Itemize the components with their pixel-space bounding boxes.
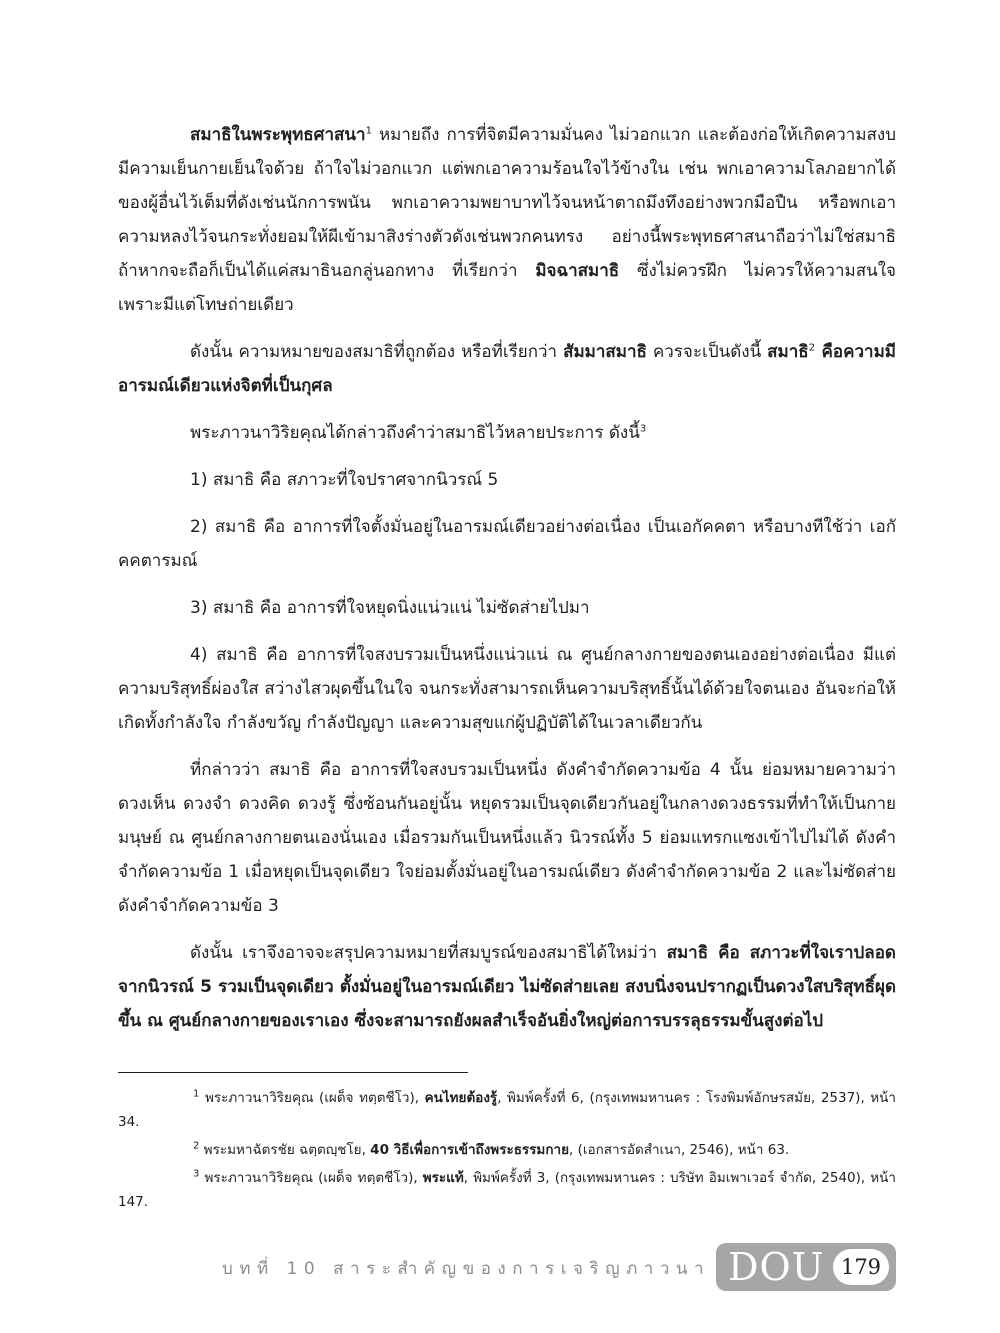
list-item-4: 4) สมาธิ คือ อาการที่ใจสงบรวมเป็นหนึ่งแน่วแน่ ณ ศูนย์กลางกายของตนเองอย่างต่อเนื่อง มีแต่ความบริสุทธิ์ผ่องใส สว่างไสวผุดขึ้นในใจ จนกระทั่งสามารถเห็นความบริสุทธิ์นั้นได้ด้วยใจตนเอง อันจะก่อให้เกิดทั้งกำลังใจ กำลังขวัญ กำลังปัญญา และความสุขแก่ผู้ปฏิบัติได้ในเวลาเดียวกัน <box>118 645 896 733</box>
footnote-text: , พิมพ์ครั้งที่ 3, (กรุงเทพมหานคร : บริษัท อิมเพาเวอร์ จำกัด, 2540), หน้า 147. <box>118 1170 896 1210</box>
footnotes <box>118 1086 896 1218</box>
page-footer <box>0 1243 1000 1291</box>
footnote-3 <box>118 1166 896 1214</box>
footnote-ref[interactable]: 2 <box>808 342 816 354</box>
paragraph-intro-list <box>118 416 896 450</box>
paragraph-text: ซึ่งไม่ควรฝึก ไม่ควรให้ความสนใจ เพราะมีแต่โทษถ่ายเดียว <box>118 261 896 315</box>
footnote-book-title: คนไทยต้องรู้ <box>424 1090 498 1106</box>
paragraph-explanation: ที่กล่าวว่า สมาธิ คือ อาการที่ใจสงบรวมเป็นหนึ่ง ดังคำจำกัดความข้อ 4 นั้น ย่อมหมายความว่า ดวงเห็น ดวงจำ ดวงคิด ดวงรู้ ซึ่งซ้อนกันอยู่นั้น หยุดรวมเป็นจุดเดียวกันอยู่ในกลางดวงธรรมที่ทำให้เป็นกายมนุษย์ ณ ศูนย์กลางกายตนเองนั่นเอง เมื่อรวมกันเป็นหนึ่งแล้ว นิวรณ์ทั้ง 5 ย่อมแทรกแซงเข้าไปไม่ได้ ดังคำจำกัดความข้อ 1 เมื่อหยุดเป็นจุดเดียว ใจย่อมตั้งมั่นอยู่ในอารมณ์เดียว ดังคำจำกัดความข้อ 2 และไม่ซัดส่าย ดังคำจำกัดความข้อ 3 <box>118 760 896 916</box>
footnote-number: 3 <box>193 1168 200 1180</box>
paragraph-summary <box>118 936 896 1038</box>
footnote-number: 2 <box>193 1140 200 1152</box>
bold-term: สมาธิในพระพุทธศาสนา <box>190 125 366 145</box>
bold-summary: สมาธิ คือ สภาวะที่ใจเราปลอดจากนิวรณ์ 5 รวมเป็นจุดเดียว ตั้งมั่นอยู่ในอารมณ์เดียว ไม่ซัดส่ายเลย สงบนิ่งจนปรากฏเป็นดวงใสบริสุทธิ์ผุดขึ้น ณ ศูนย์กลางกายของเราเอง ซึ่งจะสามารถยังผลสำเร็จอันยิ่งใหญ่ต่อการบรรลุธรรมขั้นสูงต่อไป <box>118 943 896 1031</box>
footnote-text: พระภาวนาวิริยคุณ (เผด็จ ทตฺตชีโว), <box>204 1090 425 1106</box>
main-content <box>118 118 896 1051</box>
footnote-2 <box>118 1138 896 1162</box>
page-number: 179 <box>833 1249 889 1285</box>
paragraph-text: หมายถึง การที่จิตมีความมั่นคง ไม่วอกแวก และต้องก่อให้เกิดความสงบ มีความเย็นกายเย็นใจด้วย ถ้าใจไม่วอกแวก แต่พกเอาความร้อนใจไว้ข้างใน เช่น พกเอาความโลภอยากได้ของผู้อื่นไว้เต็มที่ดังเช่นนักการพนัน พกเอาความพยาบาทไว้จนหน้าตาถมึงทึงอย่างพวกมือปืน หรือพกเอาความหลงไว้จนกระทั่งยอมให้ผีเข้ามาสิงร่างตัวดังเช่นพวกคนทรง อย่างนี้พระพุทธศาสนาถือว่าไม่ใช่สมาธิ ถ้าหากจะถือก็เป็นได้แค่สมาธินอกลู่นอกทาง ที่เรียกว่า <box>118 125 896 281</box>
paragraph-text: ควรจะเป็นดังนี้ <box>646 342 768 362</box>
footnote-text: , (เอกสารอัดสำเนา, 2546), หน้า 63. <box>569 1142 790 1158</box>
paragraph-text: ดังนั้น เราจึงอาจจะสรุปความหมายที่สมบูรณ์ของสมาธิได้ใหม่ว่า <box>190 943 667 963</box>
footnote-ref[interactable]: 3 <box>639 423 647 435</box>
bold-term: มิจฉาสมาธิ <box>535 261 620 281</box>
footnote-text: พระภาวนาวิริยคุณ (เผด็จ ทตฺตชีโว), <box>204 1170 423 1186</box>
footnote-1 <box>118 1086 896 1134</box>
footnote-text: , พิมพ์ครั้งที่ 6, (กรุงเทพมหานคร : โรงพิมพ์อักษรสมัย, 2537), หน้า 34. <box>118 1090 896 1130</box>
dou-badge <box>716 1243 896 1291</box>
paragraph-text: พระภาวนาวิริยคุณได้กล่าวถึงคำว่าสมาธิไว้หลายประการ ดังนี้ <box>190 423 640 443</box>
footnote-book-title: พระแท้ <box>422 1170 464 1186</box>
bold-term: สมาธิ <box>767 342 809 362</box>
paragraph-text: ดังนั้น ความหมายของสมาธิที่ถูกต้อง หรือที่เรียกว่า <box>190 342 564 362</box>
footnote-text: พระมหาฉัตรชัย ฉตฺตญฺชโย, <box>203 1142 371 1158</box>
paragraph-right-samadhi <box>118 335 896 403</box>
footnote-number: 1 <box>193 1088 200 1100</box>
footnote-ref[interactable]: 1 <box>365 125 372 137</box>
bold-term: คือความมีอารมณ์เดียวแห่งจิตที่เป็นกุศล <box>118 342 896 396</box>
bold-term: สัมมาสมาธิ <box>563 342 647 362</box>
list-item-3: 3) สมาธิ คือ อาการที่ใจหยุดนิ่งแน่วแน่ ไม่ซัดส่ายไปมา <box>190 598 590 618</box>
dou-logo-text: DOU <box>728 1245 825 1289</box>
list-item-1: 1) สมาธิ คือ สภาวะที่ใจปราศจากนิวรณ์ 5 <box>190 470 499 490</box>
list-item-2: 2) สมาธิ คือ อาการที่ใจตั้งมั่นอยู่ในอารมณ์เดียวอย่างต่อเนื่อง เป็นเอกัคคตา หรือบางทีใช้ว่า เอกัคคตารมณ์ <box>118 517 896 571</box>
paragraph-samadhi-definition <box>118 118 896 322</box>
chapter-title: บทที่ 10 สาระสำคัญของการเจริญภาวนา <box>222 1259 711 1279</box>
footnote-divider <box>118 1072 468 1073</box>
footnote-book-title: 40 วิธีเพื่อการเข้าถึงพระธรรมกาย <box>370 1142 570 1158</box>
